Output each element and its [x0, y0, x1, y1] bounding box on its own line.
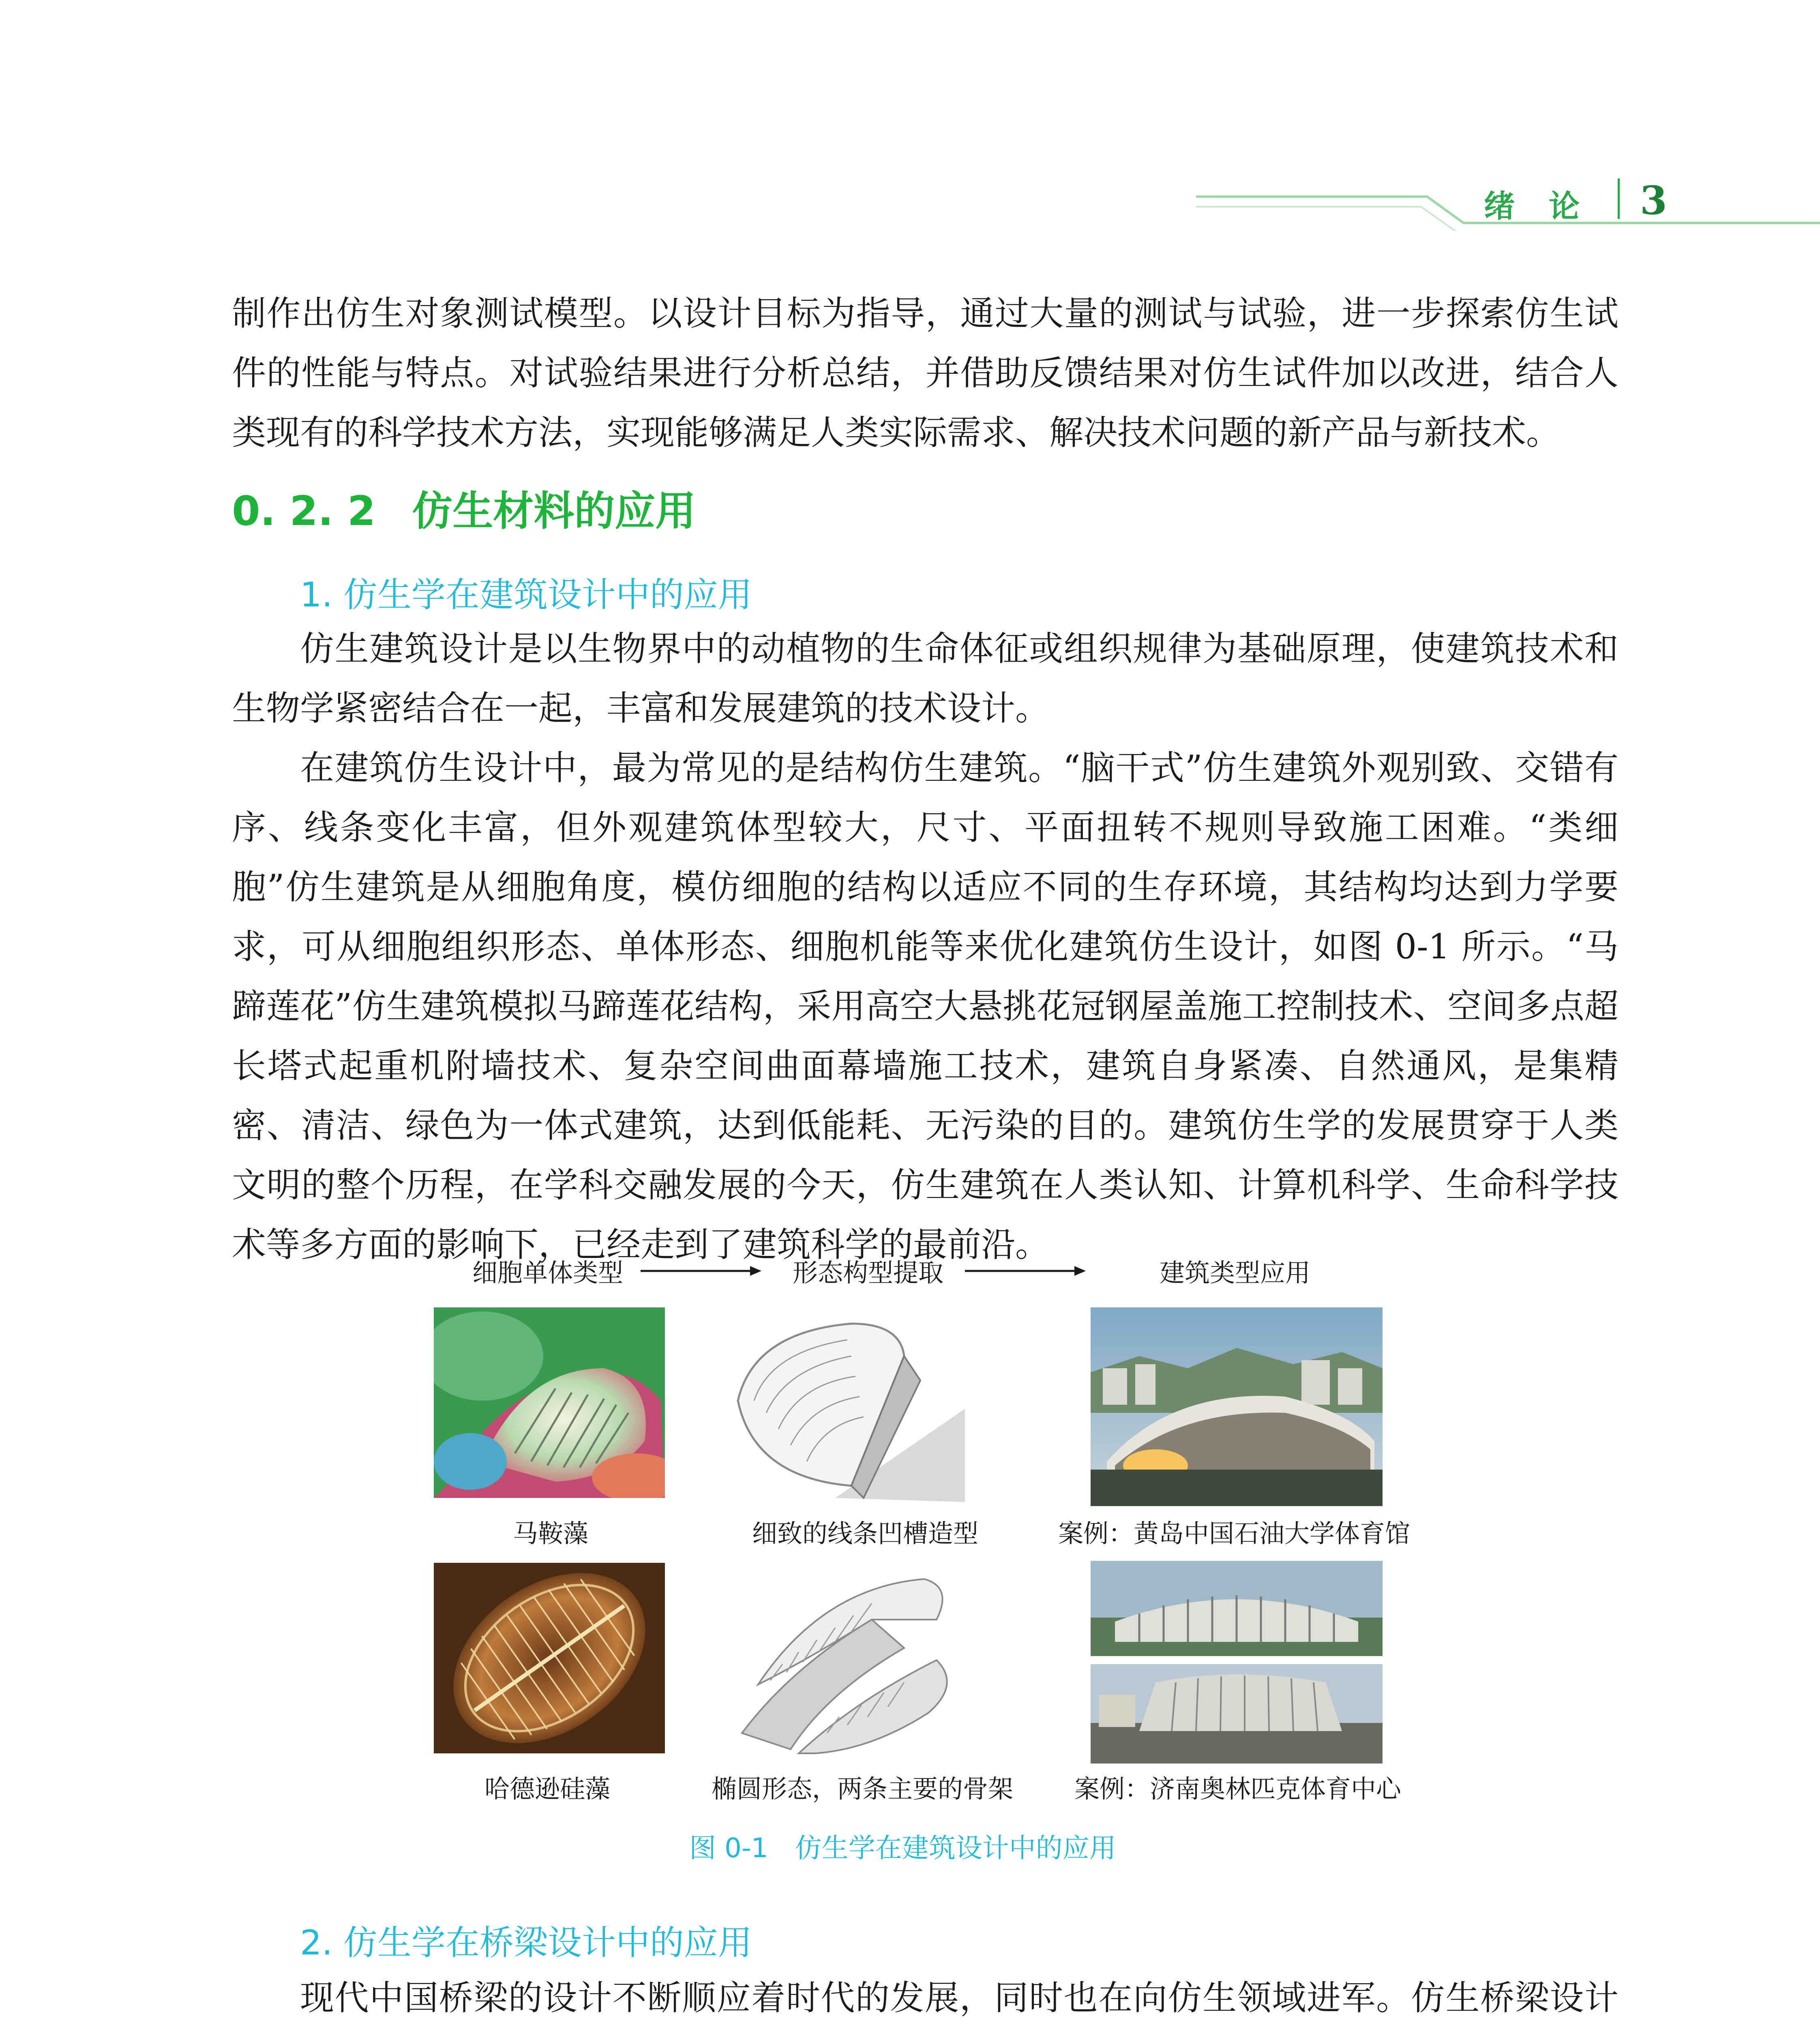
figure-col-header-cell: 细胞单体类型 — [472, 1258, 624, 1288]
figure-arrow-1 — [641, 1263, 762, 1279]
ellipse-model-image — [734, 1563, 969, 1757]
subsection1-body — [232, 619, 1618, 1275]
header-chapter: 绪 论 — [1484, 188, 1581, 224]
row2-label-building: 案例：济南奥林匹克体育中心 — [1074, 1774, 1402, 1804]
figure-col-header-shape: 形态构型提取 — [793, 1258, 944, 1288]
stadium-photo-1 — [1091, 1307, 1383, 1506]
section-heading: 仿生材料的应用 — [412, 487, 696, 535]
section-title — [232, 478, 696, 537]
figure-col-header-building: 建筑类型应用 — [1160, 1258, 1311, 1288]
diatom-image-1 — [434, 1307, 665, 1498]
subsection1-para2: 在建筑仿生设计中，最为常见的是结构仿生建筑。“脑干式”仿生建筑外观别致、交错有序、线条变化丰富，但外观建筑体型较大，尺寸、平面扭转不规则导致施工困难。“类细胞”仿生建筑是从细胞角度，模仿细胞的结构以适应不同的生存环境，其结构均达到力学要求，可从细胞组织形态、单体形态、细胞机能等来优化建筑仿生设计，如图 0-1 所示。“马蹄莲花”仿生建筑模拟马蹄莲花结构，采用高空大悬挑花冠钢屋盖施工控制技术、空间多点超长塔式起重机附墙技术、复杂空间曲面幕墙施工技术，建筑自身紧凑、自然通风，是集精密、清洁、绿色为一体式建筑，达到低能耗、无污染的目的。建筑仿生学的发展贯穿于人类文明的整个历程，在学科交融发展的今天，仿生建筑在人类认知、计算机科学、生命科学技术等多方面的影响下，已经走到了建筑科学的最前沿。 — [232, 748, 1618, 1264]
section-number: 0. 2. 2 — [232, 487, 376, 535]
row2-label-diatom: 哈德逊硅藻 — [484, 1774, 611, 1804]
row1-label-diatom: 马鞍藻 — [513, 1519, 589, 1548]
subsection2-para1: 现代中国桥梁的设计不断顺应着时代的发展，同时也在向仿生领域进军。仿生桥梁设计 — [300, 1978, 1618, 2018]
groove-model-image — [730, 1307, 965, 1502]
figure-arrow-2 — [965, 1263, 1087, 1279]
row2-label-shape: 椭圆形态，两条主要的骨架 — [712, 1774, 1014, 1804]
figure-caption: 图 0-1 仿生学在建筑设计中的应用 — [689, 1832, 1116, 1864]
subsection1-para1: 仿生建筑设计是以生物界中的动植物的生命体征或组织规律为基础原理，使建筑技术和生物学紧密结合在一起，丰富和发展建筑的技术设计。 — [232, 629, 1618, 728]
subsection2-body — [232, 1968, 1618, 2027]
header-page-number: 3 — [1640, 178, 1667, 223]
intro-paragraph-block — [232, 284, 1618, 463]
subsection2-heading: 2. 仿生学在桥梁设计中的应用 — [300, 1923, 752, 1963]
row1-label-shape: 细致的线条凹槽造型 — [752, 1519, 979, 1548]
diatom-image-2 — [434, 1563, 665, 1753]
row1-label-building: 案例：黄岛中国石油大学体育馆 — [1058, 1519, 1411, 1548]
stadium-photo-2 — [1091, 1561, 1383, 1763]
header-divider — [1618, 178, 1620, 219]
subsection1-heading: 1. 仿生学在建筑设计中的应用 — [300, 575, 752, 615]
intro-paragraph: 制作出仿生对象测试模型。以设计目标为指导，通过大量的测试与试验，进一步探索仿生试件的性能与特点。对试验结果进行分析总结，并借助反馈结果对仿生试件加以改进，结合人类现有的科学技术方法，实现能够满足人类实际需求、解决技术问题的新产品与新技术。 — [232, 294, 1618, 452]
